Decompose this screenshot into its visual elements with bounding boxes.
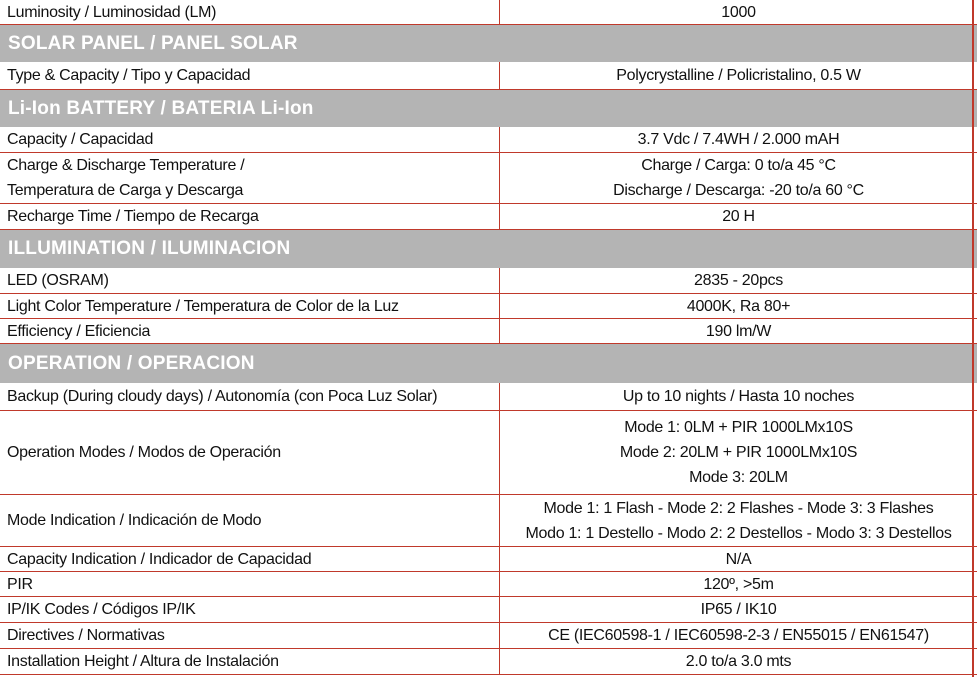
spec-value <box>499 127 977 152</box>
spec-value <box>499 572 977 596</box>
section-header: OPERATION / OPERACION <box>0 344 977 383</box>
spec-label <box>7 127 497 152</box>
spec-value-line: Mode 1: 0LM + PIR 1000LMx10S <box>624 419 853 436</box>
spec-value <box>499 0 977 24</box>
spec-row <box>0 547 977 572</box>
spec-value-line: N/A <box>725 550 752 568</box>
spec-value <box>499 411 977 494</box>
spec-value <box>499 597 977 622</box>
spec-label-line: Backup (During cloudy days) / Autonomía (con Poca Luz Solar) <box>7 388 438 405</box>
spec-label-line: Capacity / Capacidad <box>7 131 154 148</box>
spec-label-line: Type & Capacity / Tipo y Capacidad <box>7 67 251 84</box>
spec-value <box>499 204 977 229</box>
spec-label-line: Recharge Time / Tiempo de Recarga <box>7 208 259 225</box>
spec-label <box>7 204 497 229</box>
section-header: ILLUMINATION / ILUMINACION <box>0 230 977 268</box>
spec-row <box>0 411 977 495</box>
spec-label <box>7 153 497 203</box>
spec-value-line: 3.7 Vdc / 7.4WH / 2.000 mAH <box>637 131 840 148</box>
spec-label <box>7 623 497 648</box>
spec-label-line: Light Color Temperature / Temperatura de Color de la Luz <box>7 297 399 315</box>
spec-row <box>0 623 977 649</box>
spec-value-line: Mode 1: 1 Flash - Mode 2: 2 Flashes - Mode 3: 3 Flashes <box>543 499 934 517</box>
spec-label-line: Installation Height / Altura de Instalación <box>7 653 279 670</box>
spec-row <box>0 268 977 294</box>
spec-label-line: LED (OSRAM) <box>7 272 109 289</box>
spec-row <box>0 572 977 597</box>
spec-value-line: Mode 2: 20LM + PIR 1000LMx10S <box>619 444 858 461</box>
spec-value-line: 20 H <box>722 208 755 225</box>
spec-label <box>7 547 497 571</box>
spec-label <box>7 383 497 410</box>
spec-label-line: Luminosity / Luminosidad (LM) <box>7 3 217 21</box>
spec-label-line: PIR <box>7 575 33 593</box>
spec-row <box>0 294 977 319</box>
spec-value-line: Polycrystalline / Policristalino, 0.5 W <box>616 67 861 84</box>
spec-label <box>7 294 497 318</box>
spec-row <box>0 649 977 675</box>
spec-value-line: 2.0 to/a 3.0 mts <box>685 653 792 670</box>
spec-label <box>7 597 497 622</box>
spec-label <box>7 572 497 596</box>
table-border <box>972 0 974 677</box>
spec-row <box>0 383 977 411</box>
spec-value-line: Up to 10 nights / Hasta 10 noches <box>622 388 855 405</box>
spec-value-line: 1000 <box>721 3 756 21</box>
spec-label-line: IP/IK Codes / Códigos IP/IK <box>7 601 196 618</box>
spec-value <box>499 319 977 343</box>
spec-label <box>7 649 497 674</box>
spec-value-line: Mode 3: 20LM <box>689 469 788 486</box>
spec-label <box>7 62 497 89</box>
spec-value-line: Charge / Carga: 0 to/a 45 °C <box>641 157 836 174</box>
spec-label-line: Operation Modes / Modos de Operación <box>7 444 281 461</box>
spec-label <box>7 319 497 343</box>
spec-value-line: 2835 - 20pcs <box>694 272 783 289</box>
spec-label-line: Efficiency / Eficiencia <box>7 322 151 340</box>
spec-value-line: IP65 / IK10 <box>700 601 777 618</box>
spec-value <box>499 62 977 89</box>
section-header: Li-Ion BATTERY / BATERIA Li-Ion <box>0 90 977 127</box>
spec-label <box>7 495 497 546</box>
spec-row <box>0 0 977 25</box>
section-header: SOLAR PANEL / PANEL SOLAR <box>0 25 977 62</box>
spec-value-line: 190 lm/W <box>705 322 772 340</box>
spec-row <box>0 153 977 204</box>
spec-row <box>0 319 977 344</box>
spec-value <box>499 294 977 318</box>
spec-value <box>499 383 977 410</box>
spec-value-line: 120º, >5m <box>703 575 774 593</box>
spec-row <box>0 204 977 230</box>
spec-value <box>499 153 977 203</box>
spec-value <box>499 268 977 293</box>
spec-label <box>7 0 497 24</box>
spec-label-line: Charge & Discharge Temperature / <box>7 157 245 174</box>
spec-value-line: CE (IEC60598-1 / IEC60598-2-3 / EN55015 / EN61547) <box>548 627 929 644</box>
spec-label-line: Mode Indication / Indicación de Modo <box>7 512 262 529</box>
spec-row <box>0 62 977 90</box>
spec-value-line: 4000K, Ra 80+ <box>686 297 791 315</box>
spec-row <box>0 127 977 153</box>
spec-label-line: Temperatura de Carga y Descarga <box>7 182 244 199</box>
spec-row <box>0 597 977 623</box>
spec-label-line: Capacity Indication / Indicador de Capacidad <box>7 550 312 568</box>
spec-value-line: Discharge / Descarga: -20 to/a 60 °C <box>613 182 864 199</box>
spec-value <box>499 495 977 546</box>
spec-value <box>499 547 977 571</box>
spec-label <box>7 411 497 494</box>
spec-value <box>499 623 977 648</box>
spec-row <box>0 495 977 547</box>
spec-label <box>7 268 497 293</box>
spec-label-line: Directives / Normativas <box>7 627 165 644</box>
spec-value-line: Modo 1: 1 Destello - Modo 2: 2 Destellos - Modo 3: 3 Destellos <box>525 524 952 542</box>
spec-value <box>499 649 977 674</box>
